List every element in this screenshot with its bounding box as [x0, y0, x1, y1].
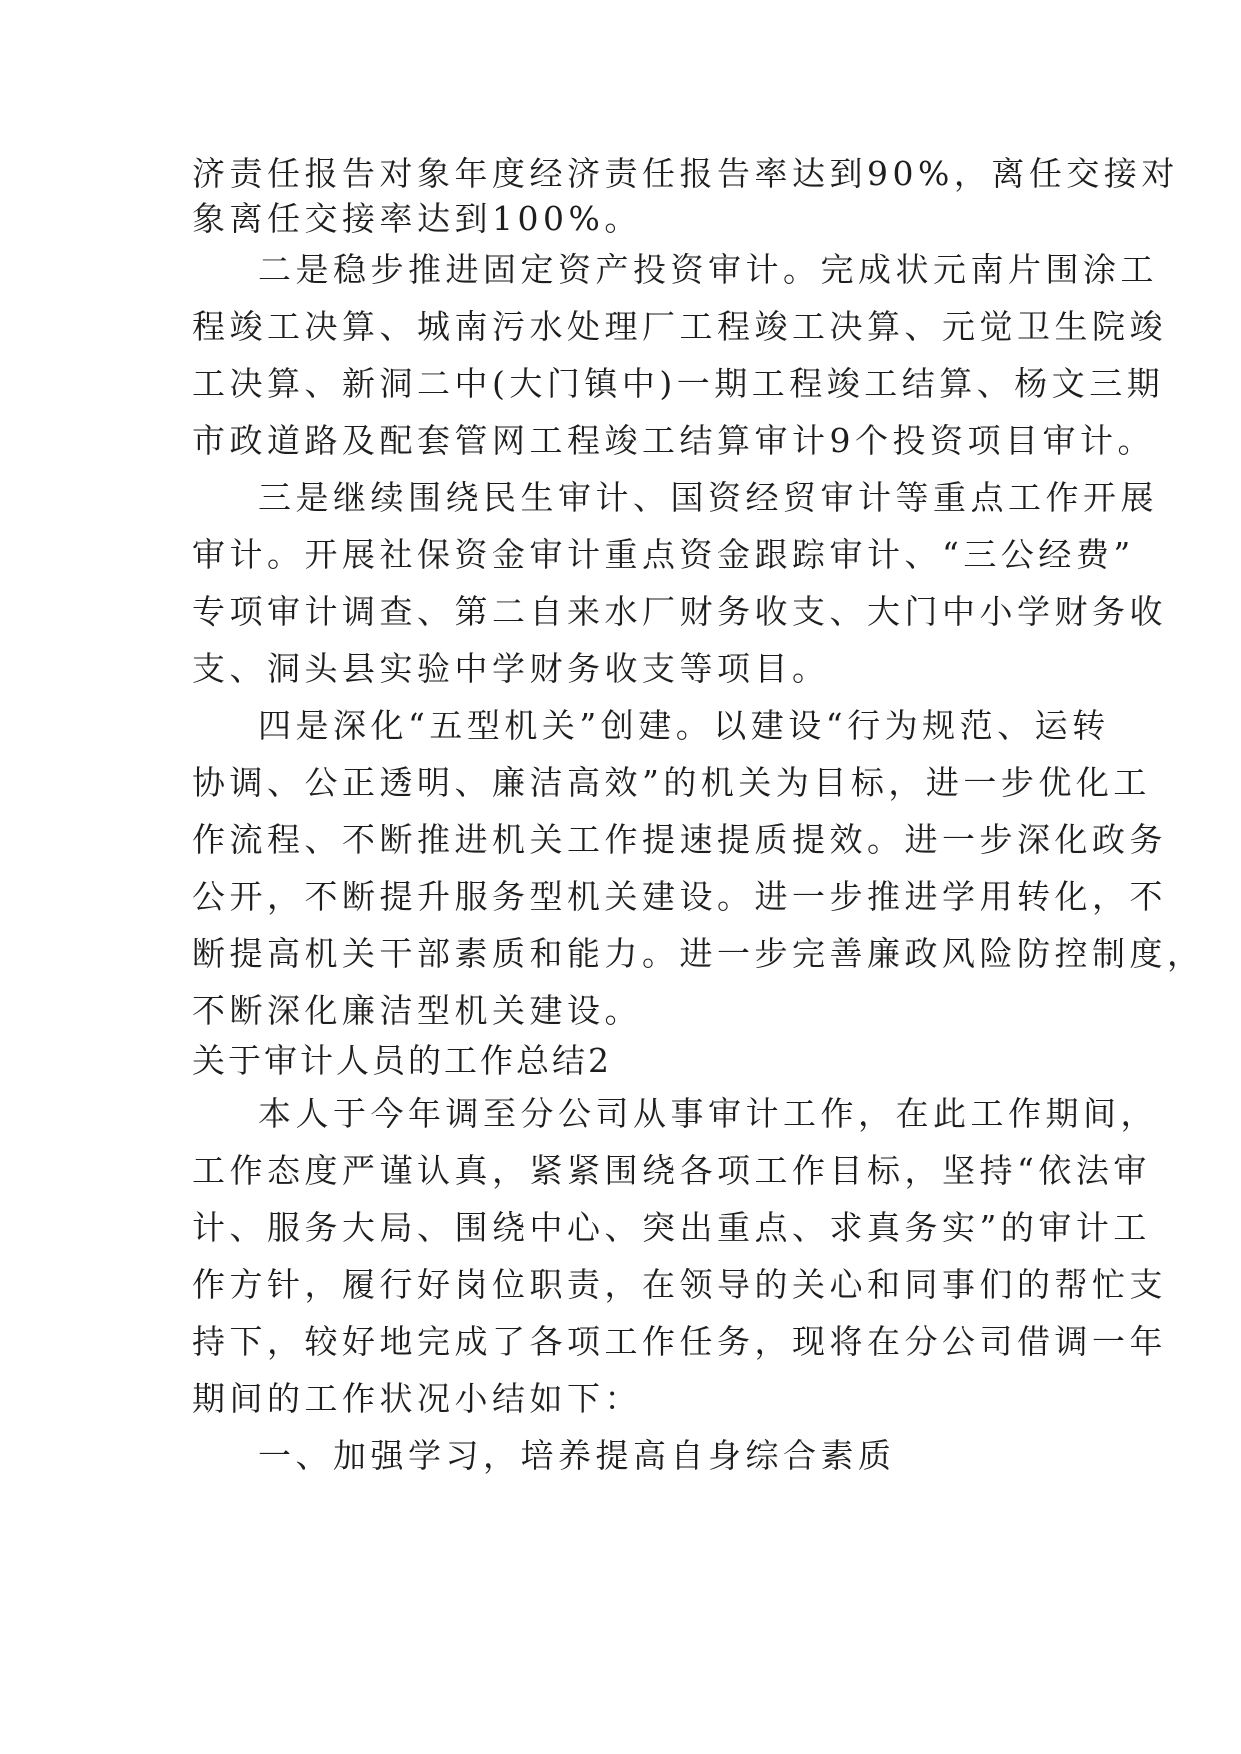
paragraph-line: 工作态度严谨认真，紧紧围绕各项工作目标，坚持“依法审: [192, 1151, 1151, 1190]
paragraph-line: 市政道路及配套管网工程竣工结算审计9个投资项目审计。: [192, 421, 1155, 460]
paragraph-line: 审计。开展社保资金审计重点资金跟踪审计、“三公经费”: [192, 535, 1135, 574]
paragraph-line: 二是稳步推进固定资产投资审计。完成状元南片围涂工: [258, 250, 1158, 289]
paragraph-line: 作流程、不断推进机关工作提速提质提效。进一步深化政务: [192, 820, 1167, 859]
paragraph-line: 程竣工决算、城南污水处理厂工程竣工决算、元觉卫生院竣: [192, 307, 1167, 346]
paragraph-line: 三是继续围绕民生审计、国资经贸审计等重点工作开展: [258, 478, 1158, 517]
paragraph-line: 专项审计调查、第二自来水厂财务收支、大门中小学财务收: [192, 592, 1167, 631]
paragraph-line: 本人于今年调至分公司从事审计工作，在此工作期间，: [258, 1094, 1158, 1133]
paragraph-line: 公开，不断提升服务型机关建设。进一步推进学用转化，不: [192, 877, 1167, 916]
paragraph-line: 作方针，履行好岗位职责，在领导的关心和同事们的帮忙支: [192, 1265, 1167, 1304]
paragraph-line: 期间的工作状况小结如下：: [192, 1379, 642, 1418]
subheading: 一、加强学习，培养提高自身综合素质: [258, 1436, 896, 1475]
paragraph-line: 工决算、新洞二中(大门镇中)一期工程竣工结算、杨文三期: [192, 364, 1165, 403]
paragraph-line: 象离任交接率达到100%。: [192, 199, 642, 238]
section-title: 关于审计人员的工作总结2: [192, 1041, 612, 1080]
paragraph-line: 济责任报告对象年度经济责任报告率达到90%，离任交接对: [192, 154, 1179, 193]
paragraph-line: 计、服务大局、围绕中心、突出重点、求真务实”的审计工: [192, 1208, 1151, 1247]
paragraph-line: 协调、公正透明、廉洁高效”的机关为目标，进一步优化工: [192, 763, 1151, 802]
paragraph-line: 断提高机关干部素质和能力。进一步完善廉政风险防控制度，: [192, 934, 1205, 973]
paragraph-line: 不断深化廉洁型机关建设。: [192, 991, 642, 1030]
paragraph-line: 支、洞头县实验中学财务收支等项目。: [192, 649, 830, 688]
paragraph-line: 持下，较好地完成了各项工作任务，现将在分公司借调一年: [192, 1322, 1167, 1361]
paragraph-line: 四是深化“五型机关”创建。以建设“行为规范、运转: [258, 706, 1110, 745]
